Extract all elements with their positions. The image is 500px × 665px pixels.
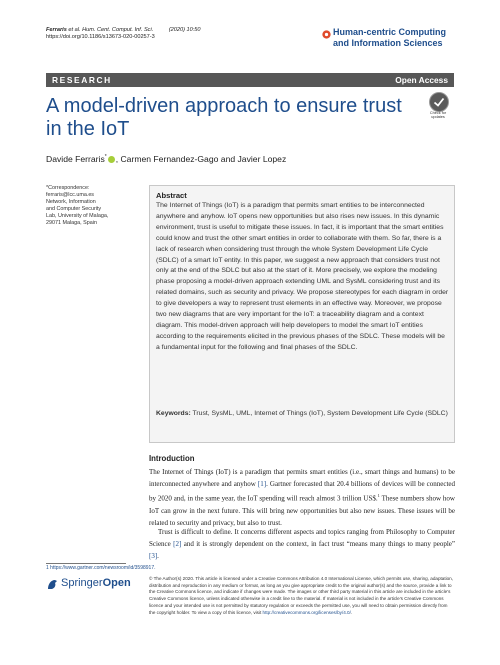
article-type-banner	[46, 73, 454, 87]
footnote-divider	[46, 563, 126, 564]
journal-name-line2: and Information Sciences	[333, 38, 443, 48]
abstract-box	[149, 185, 455, 443]
orcid-icon[interactable]	[108, 156, 115, 163]
badge-label	[425, 111, 451, 120]
body-text-run: . Gartner forecasted that 20.4 billions of devices will be connected by 2020 and, in the same year, the IoT spending will reach almost 3 trillion US$.	[149, 480, 455, 503]
body-text-run: .	[157, 552, 159, 561]
springer-horse-icon	[46, 578, 59, 591]
author-list	[46, 154, 286, 164]
author-name: Davide Ferraris	[46, 154, 105, 164]
license-text	[149, 576, 455, 616]
journal-name-line1: Human-centric Computing	[333, 27, 447, 37]
license-body: © The Author(s) 2020. This article is licensed under a Creative Commons Attribution 4.0 International License, which permits use, sharing, adaptation, distribution and reproduction in any medium or format, as long as you give appropriate credit to the original author(s) and the source, provide a link to the Creative Commons licence, and indicate if changes were made. The images or other third party material in this article are included in the article’s Creative Commons licence, unless indicated otherwise in a credit line to the material. If material is not included in the article’s Creative Commons licence and your intended use is not permitted by statutory regulation or exceeds the permitted use, you will need to obtain permission directly from the copyright holder. To view a copy of this licence, visit	[149, 576, 454, 615]
correspondence-mark: *	[104, 154, 107, 161]
license-end: .	[350, 609, 353, 615]
keywords	[156, 409, 450, 420]
affiliation-line: and Computer Security	[46, 206, 102, 213]
footnote[interactable]: 1 https://www.gartner.com/newsroom/id/3598917.	[46, 565, 156, 571]
abstract-text: The Internet of Things (IoT) is a paradigm that permits smart entities to be interconnected anywhere and anyhow. IoT opens new opportunities but also rises new issues. In this dynamic environment, trust is useful to mitigate these issues. In fact, it is important that the smart entities could know and trust the other smart entities in order to collaborate with them. So far, there is a lack of research when considering trust through the whole System Development Life Cycle (SDLC) of a smart IoT entity. In this paper, we suggest a new approach that considers trust not only at the end of the SDLC but also at the start of it. More precisely, we explore the modeling phase proposing a model-driven approach extending UML and SysML considering trust and its related domains, such as security and privacy. We propose stereotypes for each diagram in order to give developers a way to represent trust elements in an effective way. Moreover, we propose two new diagrams that are very important for the IoT: a traceability diagram and a context diagram. This model-driven approach will help developers to model the smart IoT entities according to the requirements elicited in the previous phases of the SDLC. These models will be a fundamental input for the following and final phases of the SDLC.	[156, 202, 449, 351]
journal-logo-icon	[322, 30, 331, 39]
body-paragraph	[149, 466, 455, 529]
section-heading: Introduction	[149, 454, 195, 463]
springer-open-logo	[46, 576, 142, 592]
body-paragraph	[149, 526, 455, 562]
badge-label-line1: Check for	[429, 111, 447, 115]
badge-label-line2: updates	[431, 115, 445, 120]
article-type: RESEARCH	[52, 75, 112, 85]
open-access-label: Open Access	[395, 75, 448, 85]
citation-link[interactable]: [1]	[257, 480, 267, 489]
citation	[46, 27, 201, 42]
keywords-list: Trust, SysML, UML, Internet of Things (IoT), System Development Life Cycle (SDLC)	[190, 410, 448, 417]
affiliation-line: Network, Information	[46, 199, 96, 206]
doi-link[interactable]: https://doi.org/10.1186/s13673-020-00257-3	[46, 34, 155, 41]
correspondence-label: *Correspondence:	[46, 185, 90, 191]
citation-link[interactable]: [3]	[149, 552, 158, 561]
publisher-name-bold: Open	[102, 577, 131, 589]
correspondence-email[interactable]: ferraris@lcc.uma.es	[46, 192, 95, 199]
body-text-run: and it is strongly dependent on the context, in fact trust “means many things to many people”	[181, 540, 456, 549]
affiliation-line: 29071 Malaga, Spain	[46, 220, 97, 227]
citation-link[interactable]: [2]	[173, 540, 182, 549]
affiliation-line: Lab, University of Malaga,	[46, 213, 109, 220]
citation-journal-author: Ferraris	[46, 27, 67, 33]
body-text-run: Trust is difficult to define. It concerns different aspects and topics ranging from Philosophy to Computer Science	[149, 528, 455, 549]
publisher-name-light: Springer	[61, 577, 103, 589]
check-for-updates-badge[interactable]	[425, 92, 451, 122]
article-title: A model-driven approach to ensure trust in the IoT	[46, 95, 402, 140]
license-link[interactable]: http://creativecommons.org/licenses/by/4.0/	[262, 609, 351, 615]
correspondence-note	[46, 185, 138, 228]
co-authors: , Carmen Fernandez-Gago and Javier Lopez	[115, 154, 287, 164]
body-text-run: The Internet of Things (IoT) is a paradigm that permits smart entities (i.e., smart things and humans) to be interconnected anywhere and anyhow	[149, 468, 455, 489]
update-check-icon	[429, 92, 449, 112]
keywords-label: Keywords:	[156, 410, 191, 417]
journal-name	[333, 27, 446, 49]
footnote-mark[interactable]: 1	[377, 493, 380, 499]
body-text-run: These numbers show how IoT can grow in the next future. This will bring new opportunities but also new issues. These issues will be related to security and privacy, but also to trust.	[149, 494, 455, 527]
citation-details: et al. Hum. Cent. Comput. Inf. Sci. (2020) 10:50	[66, 27, 201, 33]
publisher-name	[61, 577, 131, 590]
abstract-heading: Abstract	[156, 191, 187, 200]
